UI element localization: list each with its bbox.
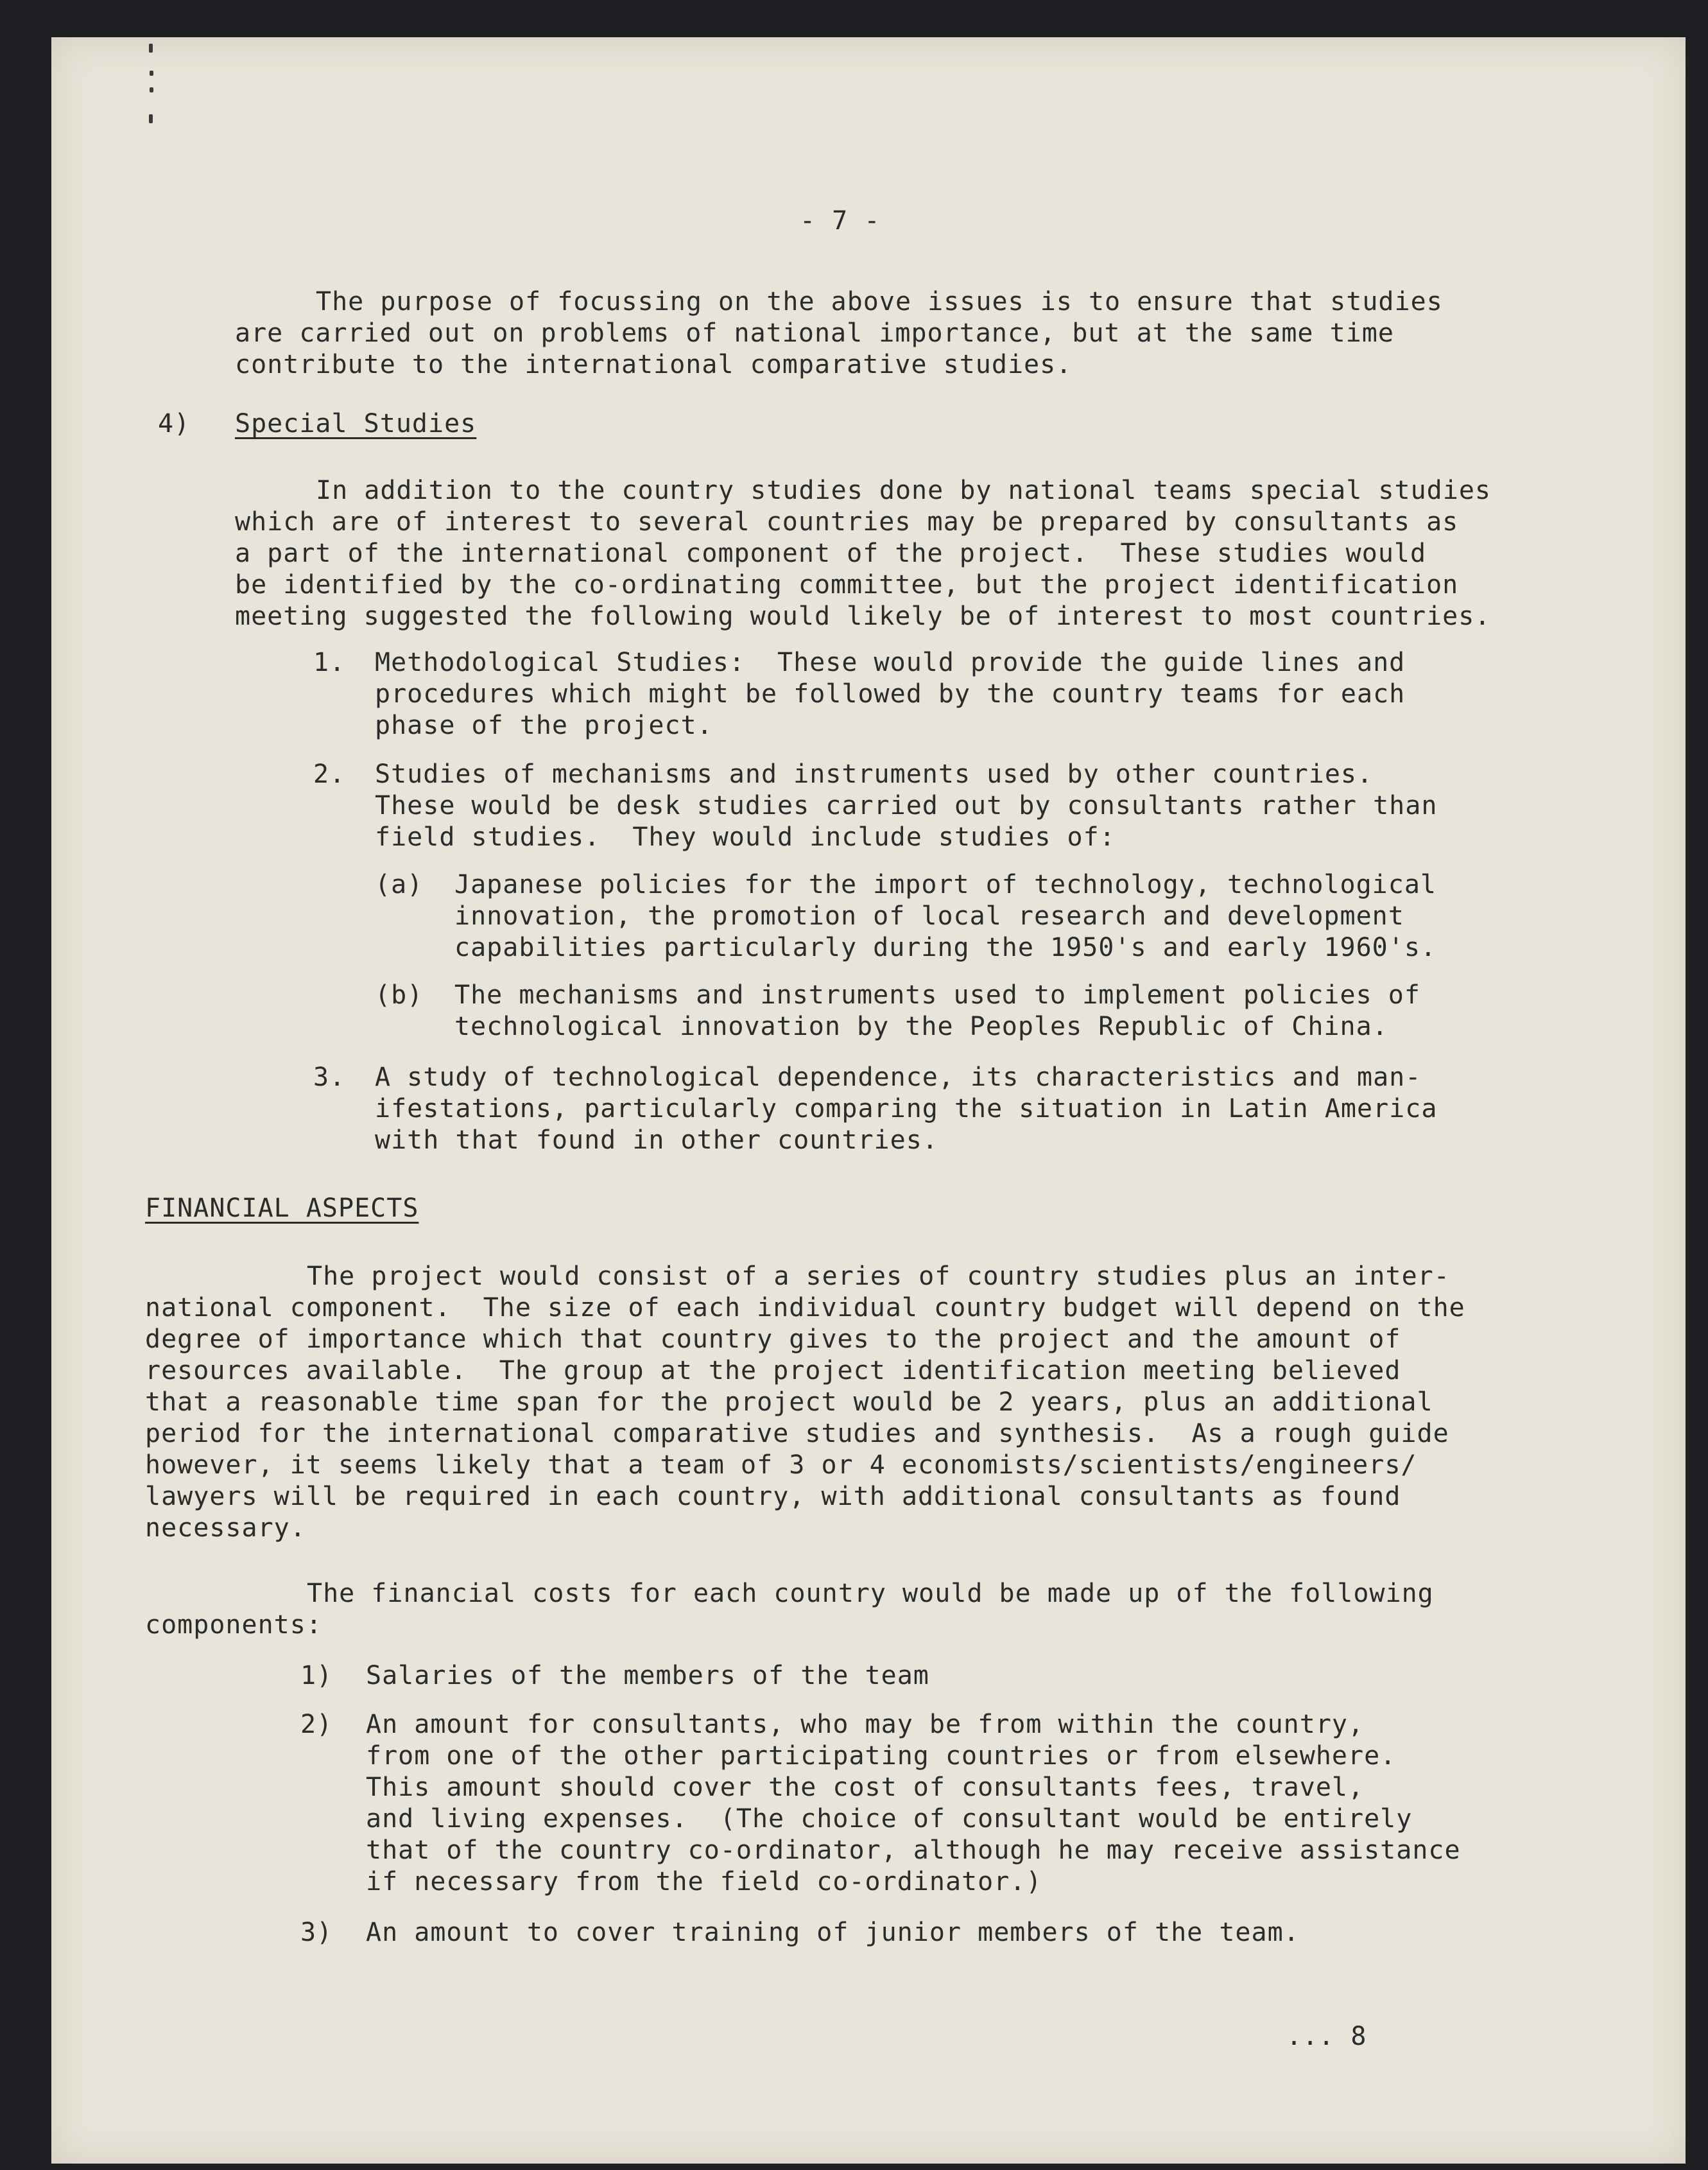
text-line: lawyers will be required in each country, with additional consultants as found — [145, 1482, 1401, 1511]
list-item-line: from one of the other participating countries or from elsewhere. — [366, 1741, 1397, 1771]
list-item-number: 2) — [300, 1710, 333, 1739]
text-line: necessary. — [145, 1513, 306, 1543]
list-item-line: with that found in other countries. — [375, 1125, 938, 1155]
text-line: a part of the international component of the project. These studies would — [235, 539, 1427, 568]
binding-hole-mark — [149, 114, 153, 123]
continuation-marker: ... 8 — [1286, 2022, 1367, 2051]
text-line: contribute to the international comparative studies. — [235, 350, 1073, 379]
section-heading: Special Studies — [235, 409, 477, 438]
text-line: period for the international comparative studies and synthesis. As a rough guide — [145, 1419, 1449, 1448]
binding-hole-mark — [150, 87, 153, 92]
text-line: however, it seems likely that a team of 3 or 4 economists/scientists/engineers/ — [145, 1450, 1417, 1480]
text-line: meeting suggested the following would likely be of interest to most countries. — [235, 602, 1491, 631]
list-item-number: 1. — [313, 648, 346, 677]
text-line: The project would consist of a series of country studies plus an inter- — [307, 1262, 1450, 1291]
list-item-line: and living expenses. (The choice of consultant would be entirely — [366, 1804, 1413, 1834]
binding-hole-mark — [149, 44, 153, 53]
sub-item-line: The mechanisms and instruments used to implement policies of — [454, 980, 1420, 1010]
list-item-line: procedures which might be followed by the country teams for each — [375, 679, 1406, 709]
text-line: which are of interest to several countries may be prepared by consultants as — [235, 507, 1459, 537]
sub-item-number: (b) — [375, 980, 424, 1010]
list-item-number: 3. — [313, 1063, 346, 1092]
list-item-line: that of the country co-ordinator, although he may receive assistance — [366, 1836, 1461, 1865]
list-item-line: A study of technological dependence, its characteristics and man- — [375, 1063, 1422, 1092]
list-item-line: An amount to cover training of junior members of the team. — [366, 1918, 1300, 1947]
text-line: are carried out on problems of national importance, but at the same time — [235, 318, 1394, 348]
list-item-line: Methodological Studies: These would provide the guide lines and — [375, 648, 1406, 677]
list-item-number: 1) — [300, 1661, 333, 1690]
list-item-number: 2. — [313, 759, 346, 789]
list-item-number: 3) — [300, 1918, 333, 1947]
text-line: The financial costs for each country would be made up of the following — [307, 1579, 1434, 1608]
text-line: components: — [145, 1610, 322, 1640]
binding-hole-mark — [150, 71, 153, 76]
text-line: The purpose of focussing on the above issues is to ensure that studies — [316, 287, 1443, 317]
list-item-line: if necessary from the field co-ordinator.) — [366, 1867, 1042, 1897]
page-number: - 7 - — [800, 206, 881, 236]
list-item-line: Salaries of the members of the team — [366, 1661, 929, 1690]
document-page — [51, 37, 1686, 2164]
text-line: degree of importance which that country gives to the project and the amount of — [145, 1324, 1401, 1354]
sub-item-line: technological innovation by the Peoples Republic of China. — [454, 1012, 1388, 1041]
list-item-line: ifestations, particularly comparing the situation in Latin America — [375, 1094, 1438, 1124]
section-number: 4) — [158, 409, 191, 438]
text-line: that a reasonable time span for the project would be 2 years, plus an additional — [145, 1387, 1433, 1417]
list-item-line: This amount should cover the cost of consultants fees, travel, — [366, 1773, 1365, 1802]
sub-item-line: Japanese policies for the import of technology, technological — [454, 870, 1437, 899]
text-line: resources available. The group at the project identification meeting believed — [145, 1356, 1401, 1385]
list-item-line: An amount for consultants, who may be from within the country, — [366, 1710, 1365, 1739]
list-item-line: phase of the project. — [375, 711, 713, 740]
sub-item-number: (a) — [375, 870, 424, 899]
list-item-line: field studies. They would include studies of: — [375, 822, 1116, 852]
text-line: be identified by the co-ordinating committee, but the project identification — [235, 570, 1459, 600]
text-line: national component. The size of each individual country budget will depend on the — [145, 1293, 1465, 1323]
section-heading: FINANCIAL ASPECTS — [145, 1194, 419, 1223]
list-item-line: Studies of mechanisms and instruments used by other countries. — [375, 759, 1374, 789]
sub-item-line: innovation, the promotion of local research and development — [454, 901, 1404, 931]
sub-item-line: capabilities particularly during the 1950's and early 1960's. — [454, 933, 1437, 962]
text-line: In addition to the country studies done by national teams special studies — [316, 476, 1491, 505]
list-item-line: These would be desk studies carried out by consultants rather than — [375, 791, 1438, 820]
